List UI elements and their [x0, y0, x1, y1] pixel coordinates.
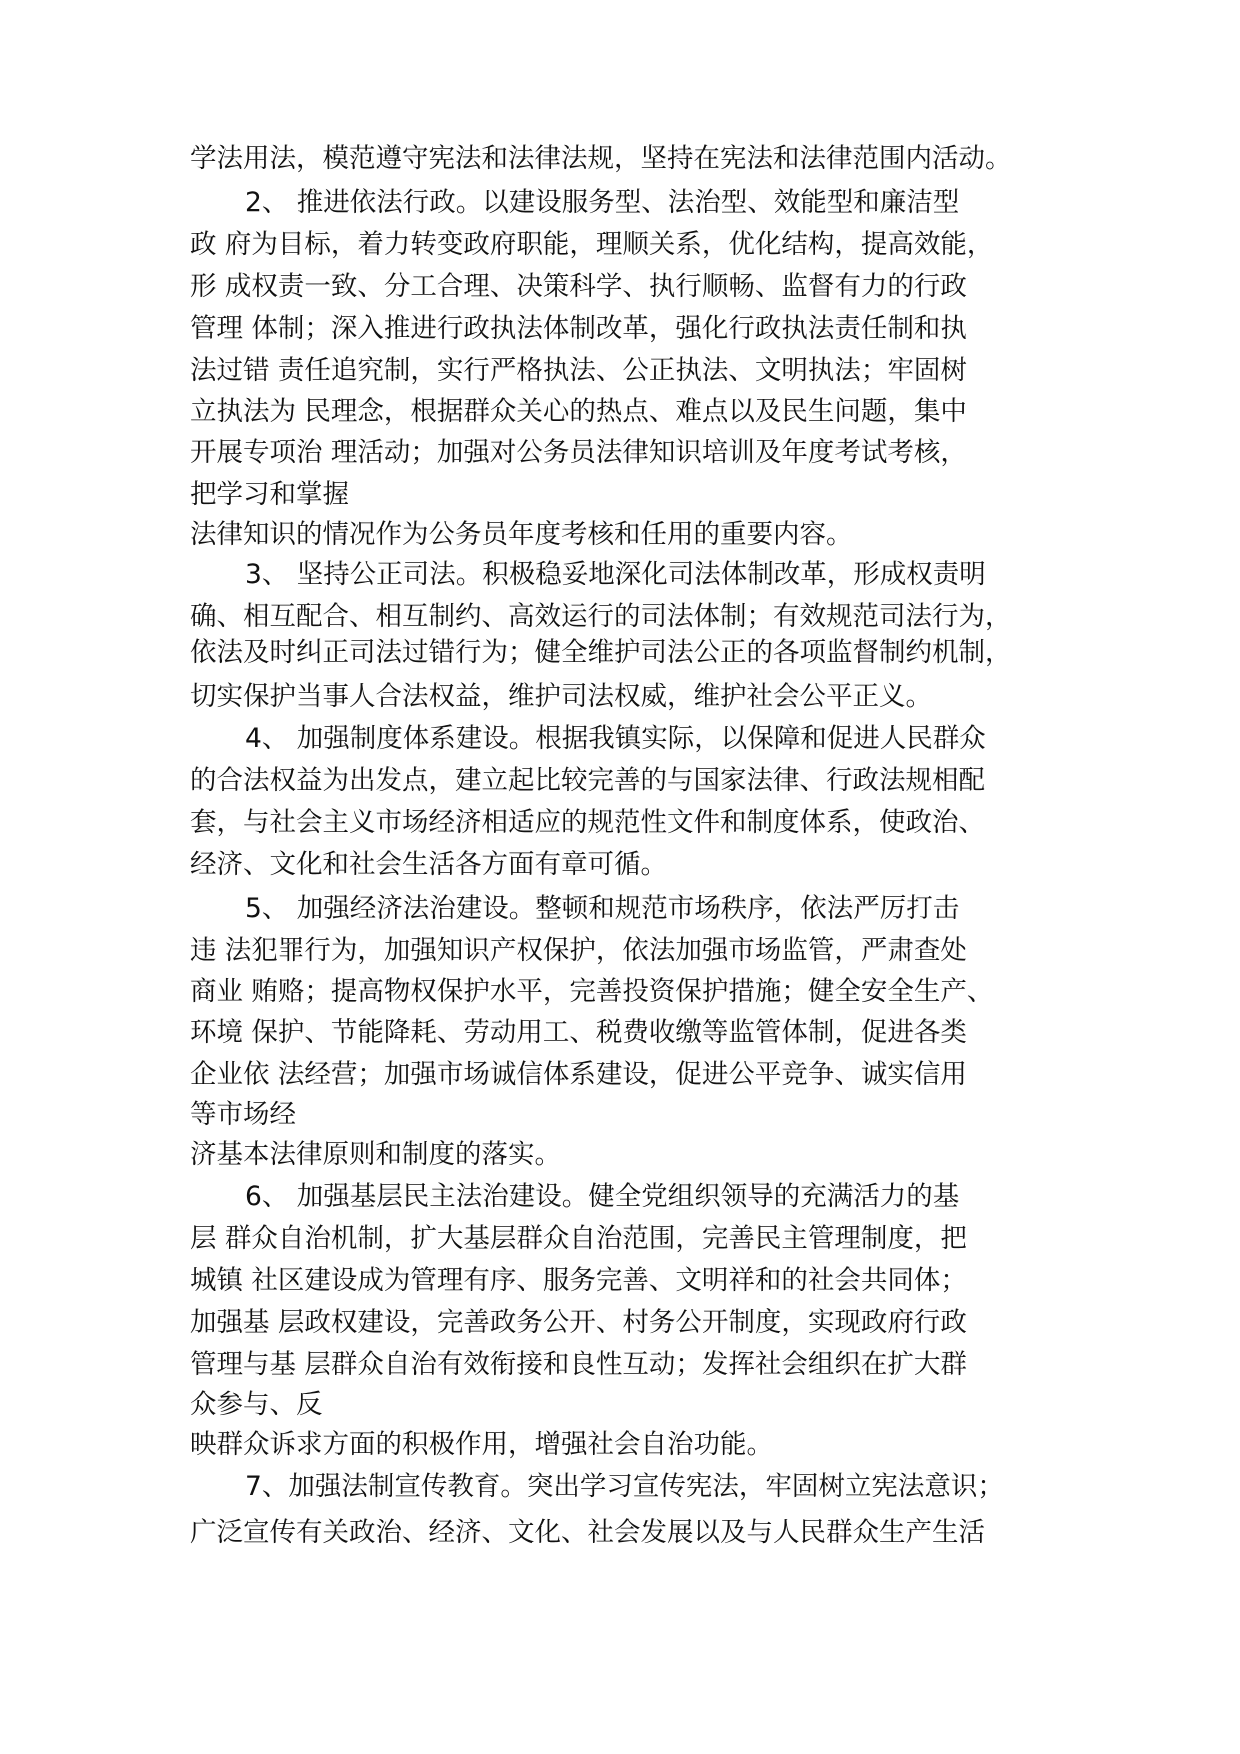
- text-line: 把学习和掌握: [190, 479, 349, 510]
- text-line: 立执法为 民理念，根据群众关心的热点、难点以及民生问题，集中: [190, 396, 967, 427]
- text-line: 管理与基 层群众自治有效衔接和良性互动；发挥社会组织在扩大群: [190, 1349, 967, 1380]
- text-line: 学法用法，模范遵守宪法和法律法规，坚持在宪法和法律范围内活动。: [190, 143, 1012, 174]
- text-line: 广泛宣传有关政治、经济、文化、社会发展以及与人民群众生产生活: [190, 1517, 985, 1548]
- text-line: 依法及时纠正司法过错行为；健全维护司法公正的各项监督制约机制，: [190, 637, 1012, 668]
- text-line: 等市场经: [190, 1099, 296, 1130]
- text-line: 经济、文化和社会生活各方面有章可循。: [190, 849, 667, 880]
- text-line: 众参与、反: [190, 1389, 323, 1420]
- paragraph-3-heading-line: 3、 坚持公正司法。积极稳妥地深化司法体制改革，形成权责明: [245, 559, 986, 590]
- text-line: 形 成权责一致、分工合理、决策科学、执行顺畅、监督有力的行政: [190, 271, 967, 302]
- text-line: 企业依 法经营；加强市场诚信体系建设，促进公平竞争、诚实信用: [190, 1059, 967, 1090]
- text-line: 开展专项治 理活动；加强对公务员法律知识培训及年度考试考核，: [190, 437, 967, 468]
- paragraph-2-heading-line: 2、 推进依法行政。以建设服务型、法治型、效能型和廉洁型: [245, 187, 960, 218]
- text-line: 法过错 责任追究制，实行严格执法、公正执法、文明执法；牢固树: [190, 355, 967, 386]
- text-line: 环境 保护、节能降耗、劳动用工、税费收缴等监管体制，促进各类: [190, 1017, 967, 1048]
- text-line: 法律知识的情况作为公务员年度考核和任用的重要内容。: [190, 519, 853, 550]
- paragraph-4-heading-line: 4、 加强制度体系建设。根据我镇实际，以保障和促进人民群众: [245, 723, 986, 754]
- text-line: 映群众诉求方面的积极作用，增强社会自治功能。: [190, 1429, 773, 1460]
- text-line: 层 群众自治机制，扩大基层群众自治范围，完善民主管理制度，把: [190, 1223, 967, 1254]
- text-line: 切实保护当事人合法权益，维护司法权威，维护社会公平正义。: [190, 681, 932, 712]
- text-line: 的合法权益为出发点，建立起比较完善的与国家法律、行政法规相配: [190, 765, 985, 796]
- text-line: 套，与社会主义市场经济相适应的规范性文件和制度体系，使政治、: [190, 807, 985, 838]
- text-line: 确、相互配合、相互制约、高效运行的司法体制；有效规范司法行为，: [190, 601, 1012, 632]
- text-line: 政 府为目标，着力转变政府职能，理顺关系，优化结构，提高效能，: [190, 229, 994, 260]
- paragraph-6-heading-line: 6、 加强基层民主法治建设。健全党组织领导的充满活力的基: [245, 1181, 960, 1212]
- text-line: 济基本法律原则和制度的落实。: [190, 1139, 561, 1170]
- paragraph-7-heading-line: 7、加强法制宣传教育。突出学习宣传宪法，牢固树立宪法意识；: [245, 1471, 1004, 1502]
- paragraph-5-heading-line: 5、 加强经济法治建设。整顿和规范市场秩序，依法严厉打击: [245, 893, 960, 924]
- text-line: 商业 贿赂；提高物权保护水平，完善投资保护措施；健全安全生产、: [190, 976, 994, 1007]
- text-line: 违 法犯罪行为，加强知识产权保护，依法加强市场监管，严肃查处: [190, 935, 967, 966]
- text-line: 加强基 层政权建设，完善政务公开、村务公开制度，实现政府行政: [190, 1307, 967, 1338]
- text-line: 管理 体制；深入推进行政执法体制改革，强化行政执法责任制和执: [190, 313, 967, 344]
- text-line: 城镇 社区建设成为管理有序、服务完善、文明祥和的社会共同体；: [190, 1265, 967, 1296]
